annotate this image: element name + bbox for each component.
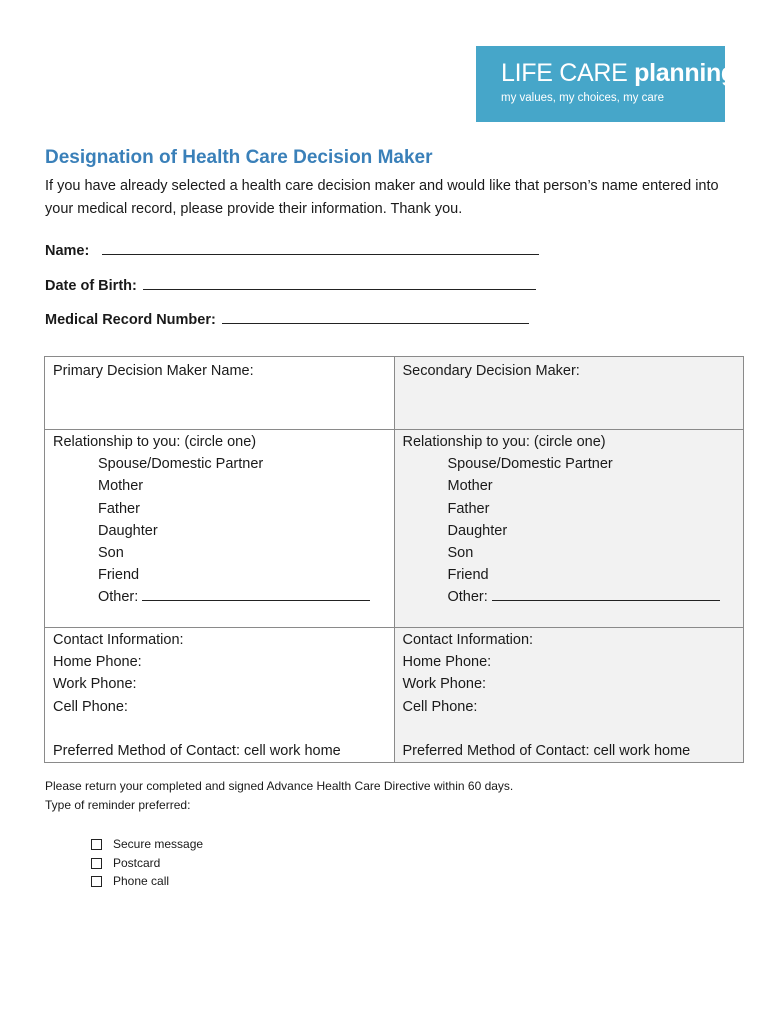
return-instruction: Please return your completed and signed Advance Health Care Directive within 60 days. — [45, 779, 514, 793]
secondary-cell-phone[interactable]: Cell Phone: — [402, 698, 478, 715]
secondary-option-other[interactable] — [403, 586, 736, 608]
dob-label: Date of Birth: — [45, 278, 137, 294]
checkbox-icon[interactable] — [91, 876, 102, 887]
reminder-secure-message[interactable]: Secure message — [91, 835, 203, 854]
page-title: Designation of Health Care Decision Maker — [45, 147, 433, 168]
primary-work-phone[interactable]: Work Phone: — [53, 676, 137, 693]
footer-text — [45, 777, 513, 815]
reminder-options — [91, 835, 203, 891]
primary-option-mother[interactable]: Mother — [98, 478, 144, 495]
logo-tagline: my values, my choices, my care — [501, 92, 664, 104]
life-care-planning-logo — [476, 46, 736, 122]
secondary-option-mother[interactable]: Mother — [447, 478, 493, 495]
primary-relationship-cell — [45, 430, 395, 628]
primary-option-daughter[interactable]: Daughter — [98, 522, 158, 539]
primary-option-father[interactable]: Father — [98, 500, 140, 517]
primary-option-spouse[interactable]: Spouse/Domestic Partner — [98, 456, 264, 473]
primary-cell-phone[interactable]: Cell Phone: — [53, 698, 128, 715]
secondary-option-spouse[interactable]: Spouse/Domestic Partner — [447, 456, 613, 473]
mrn-field[interactable] — [45, 310, 529, 328]
secondary-name-cell[interactable] — [394, 357, 744, 430]
checkbox-icon[interactable] — [91, 839, 102, 850]
mrn-line[interactable] — [222, 310, 529, 324]
secondary-relationship-cell — [394, 430, 744, 628]
secondary-work-phone[interactable]: Work Phone: — [402, 676, 487, 693]
reminder-phone-call[interactable]: Phone call — [91, 872, 203, 891]
reminder-prompt: Type of reminder preferred: — [45, 798, 191, 812]
name-line[interactable] — [102, 241, 539, 255]
primary-relationship-label: Relationship to you: (circle one) — [53, 434, 257, 450]
dob-line[interactable] — [143, 276, 536, 290]
secondary-contact-cell — [394, 628, 744, 763]
secondary-preferred-contact[interactable]: Preferred Method of Contact: cell work home — [402, 742, 691, 759]
secondary-contact-label: Contact Information: — [402, 632, 534, 648]
primary-home-phone[interactable]: Home Phone: — [53, 654, 142, 671]
reminder-postcard[interactable]: Postcard — [91, 854, 203, 873]
secondary-home-phone[interactable]: Home Phone: — [402, 654, 492, 671]
secondary-relationship-label: Relationship to you: (circle one) — [402, 434, 606, 450]
name-field[interactable] — [45, 241, 539, 259]
secondary-option-daughter[interactable]: Daughter — [447, 522, 508, 539]
secondary-option-son[interactable]: Son — [447, 545, 474, 562]
intro-text: If you have already selected a health care decision maker and would like that person’s name entered into your medical record, please provide their information. Thank you. — [45, 178, 719, 217]
primary-name-label: Primary Decision Maker Name: — [53, 363, 254, 379]
name-label: Name: — [45, 243, 90, 259]
secondary-other-line[interactable] — [492, 586, 720, 601]
primary-option-other[interactable] — [53, 586, 386, 608]
primary-option-friend[interactable]: Friend — [98, 567, 140, 584]
primary-other-line[interactable] — [142, 586, 370, 601]
mrn-label: Medical Record Number: — [45, 312, 216, 328]
decision-maker-table — [44, 356, 744, 763]
secondary-option-father[interactable]: Father — [447, 500, 490, 517]
primary-name-cell[interactable] — [45, 357, 395, 430]
primary-contact-label: Contact Information: — [53, 632, 184, 648]
secondary-other-label: Other: — [447, 589, 488, 606]
secondary-name-label: Secondary Decision Maker: — [402, 363, 580, 379]
logo-title: LIFE CARE planning — [501, 59, 736, 87]
checkbox-icon[interactable] — [91, 858, 102, 869]
dob-field[interactable] — [45, 276, 536, 294]
primary-option-son[interactable]: Son — [98, 545, 124, 562]
primary-other-label: Other: — [98, 589, 139, 606]
primary-contact-cell — [45, 628, 395, 763]
secondary-option-friend[interactable]: Friend — [447, 567, 489, 584]
primary-preferred-contact[interactable]: Preferred Method of Contact: cell work home — [53, 742, 341, 759]
